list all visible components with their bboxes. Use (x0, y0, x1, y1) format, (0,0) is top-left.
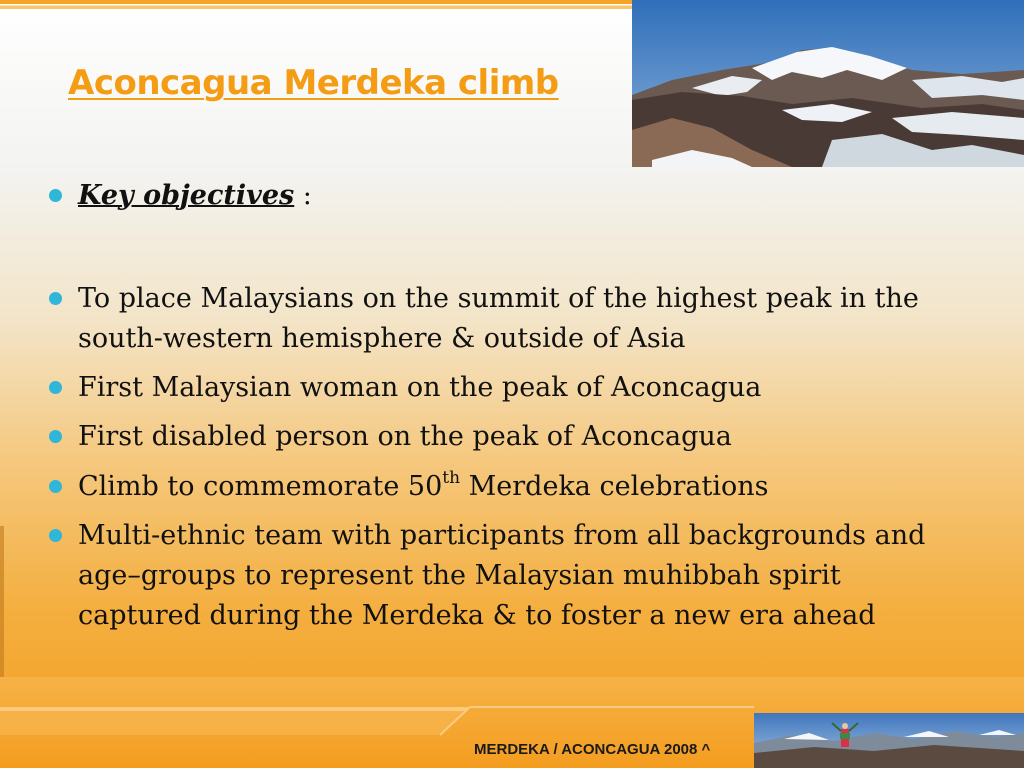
objective-text: First disabled person on the peak of Aconcagua (78, 421, 732, 452)
slide-title: Aconcagua Merdeka climb (68, 63, 559, 103)
bullet-dot-icon (49, 430, 62, 443)
key-objectives-heading: Key objectives (78, 180, 295, 211)
list-item (78, 279, 938, 359)
list-item-heading (78, 176, 938, 216)
objective-text-part: Merdeka celebrations (460, 471, 769, 502)
objective-text: Multi-ethnic team with participants from all backgrounds and age–groups to represent the Malaysian muhibbah spirit captured during the Merdeka & to foster a new era ahead (78, 520, 926, 631)
bullet-dot-icon (49, 189, 62, 202)
bullet-dot-icon (49, 529, 62, 542)
ordinal-superscript: th (442, 468, 461, 488)
bullet-dot-icon (49, 292, 62, 305)
bullet-dot-icon (49, 381, 62, 394)
list-item (78, 368, 938, 408)
bullet-dot-icon (49, 480, 62, 493)
objective-text: To place Malaysians on the summit of the highest peak in the south-western hemisphere & outside of Asia (78, 283, 919, 354)
list-item (78, 467, 938, 507)
objective-text: First Malaysian woman on the peak of Aconcagua (78, 372, 762, 403)
objective-text-part: Climb to commemorate 50 (78, 471, 443, 502)
summit-climber-photo (754, 713, 1024, 768)
footer-caption: MERDEKA / ACONCAGUA 2008 ^ (474, 741, 711, 758)
list-item (78, 516, 938, 636)
heading-colon: : (294, 180, 312, 211)
list-item (78, 417, 938, 457)
